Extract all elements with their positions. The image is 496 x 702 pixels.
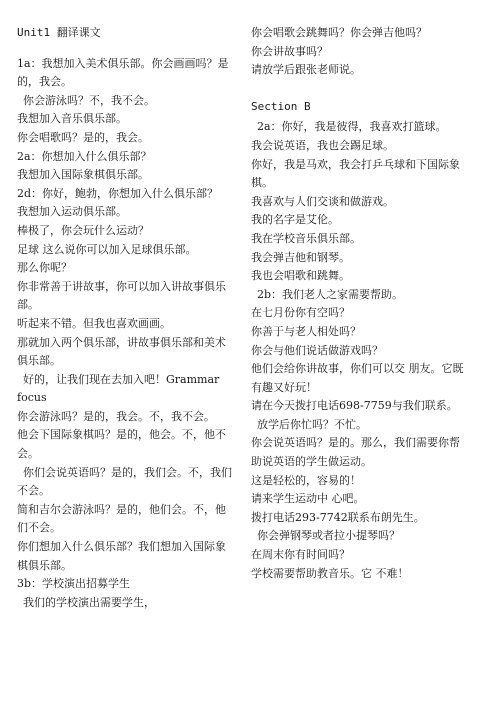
text-line: 你们会说英语吗？是的，我们会。不，我们不会。 (17, 465, 232, 498)
text-line: 放学后你忙吗？不忙。 (257, 417, 367, 431)
text-line: 2d：你好，鲍勃，你想加入什么俱乐部？ (17, 186, 219, 200)
text-line: 他们会给你讲故事，你们可以交 朋友。它既有趣又好玩！ (251, 362, 464, 394)
text-line: 我会弹吉他和钢琴。 (251, 250, 350, 264)
text-line: 请来学生运动中 心吧。 (251, 492, 365, 506)
text-line: 在周末你有时间吗？ (251, 548, 350, 562)
text-line: 我喜欢与人们交谈和做游戏。 (251, 194, 394, 208)
text-line: 在七月份你有空吗？ (251, 306, 350, 320)
text-line: 你会说英语吗？是的。那么，我们需要你帮助说英语的学生做运动。 (251, 436, 460, 469)
text-line: 好的，让我们现在去加入吧！Grammar focus (17, 372, 220, 405)
text-line: 2b：我们老人之家需要帮助。 (257, 287, 404, 301)
left-column (17, 24, 235, 612)
text-line: 我们的学校演出需要学生， (23, 595, 155, 609)
text-line: 棒极了，你会玩什么运动？ (17, 223, 149, 237)
section-heading: Section B (251, 99, 311, 113)
text-line: 那就加入两个俱乐部，讲故事俱乐部和美术俱乐部。 (17, 335, 226, 368)
text-line: 我想加入运动俱乐部。 (17, 205, 127, 219)
text-line: 我会说英语，我也会踢足球。 (251, 138, 394, 152)
text-line: 你会游泳吗？不，我不会。 (23, 93, 155, 107)
text-line: 你会弹钢琴或者拉小提琴吗？ (257, 529, 400, 543)
text-line: 2a：你想加入什么俱乐部？ (17, 149, 152, 163)
text-line: 你会唱歌会跳舞吗？你会弹吉他吗？ (251, 26, 427, 39)
document-title: Unit1 翻译课文 (17, 26, 101, 39)
text-line: 你善于与老人相处吗？ (251, 324, 361, 338)
text-line: 我想加入国际象棋俱乐部。 (17, 168, 149, 182)
text-line: 学校需要帮助教音乐。它 不难！ (251, 566, 409, 580)
text-line: 你们想加入什么俱乐部？我们想加入国际象棋俱乐部。 (17, 540, 226, 572)
text-line: 你好，我是马欢，我会打乒乓球和下国际象棋。 (251, 157, 460, 190)
text-line: 那么你呢？ (17, 261, 72, 275)
text-line: 我的名字是艾伦。 (251, 213, 339, 227)
text-line: 足球 这么说你可以加入足球俱乐部。 (17, 242, 197, 256)
text-line: 我想加入音乐俱乐部。 (17, 112, 127, 126)
text-line: 我也会唱歌和跳舞。 (251, 269, 350, 283)
text-line: 你会与他们说话做游戏吗？ (251, 343, 383, 357)
text-line: 2a：你好，我是彼得，我喜欢打篮球。 (257, 120, 447, 134)
text-line: 你会游泳吗？是的，我会。不，我不会。 (17, 409, 215, 423)
text-line: 请放学后跟张老师说。 (251, 63, 361, 77)
text-line: 简和吉尔会游泳吗？是的，他们会。不，他们不会。 (17, 502, 226, 535)
text-line: 你会讲故事吗？ (251, 44, 328, 58)
text-line: 他会下国际象棋吗？是的，他会。不，他不会。 (17, 428, 226, 461)
text-line: 听起来不错。但我也喜欢画画。 (17, 316, 171, 330)
text-line: 你非常善于讲故事，你可以加入讲故事俱乐部。 (17, 279, 226, 312)
text-line: 拨打电话293-7742联系布朗先生。 (251, 510, 425, 524)
text-line: 1a：我想加入美术俱乐部。你会画画吗？是的，我会。 (17, 56, 229, 89)
text-line: 3b：学校演出招募学生 (17, 577, 131, 591)
right-column (251, 24, 469, 583)
text-line: 这是轻松的，容易的！ (251, 473, 361, 487)
text-line: 我在学校音乐俱乐部。 (251, 231, 361, 245)
text-line: 请在今天拨打电话698-7759与我们联系。 (251, 399, 458, 413)
text-line: 你会唱歌吗？是的，我会。 (17, 130, 149, 144)
